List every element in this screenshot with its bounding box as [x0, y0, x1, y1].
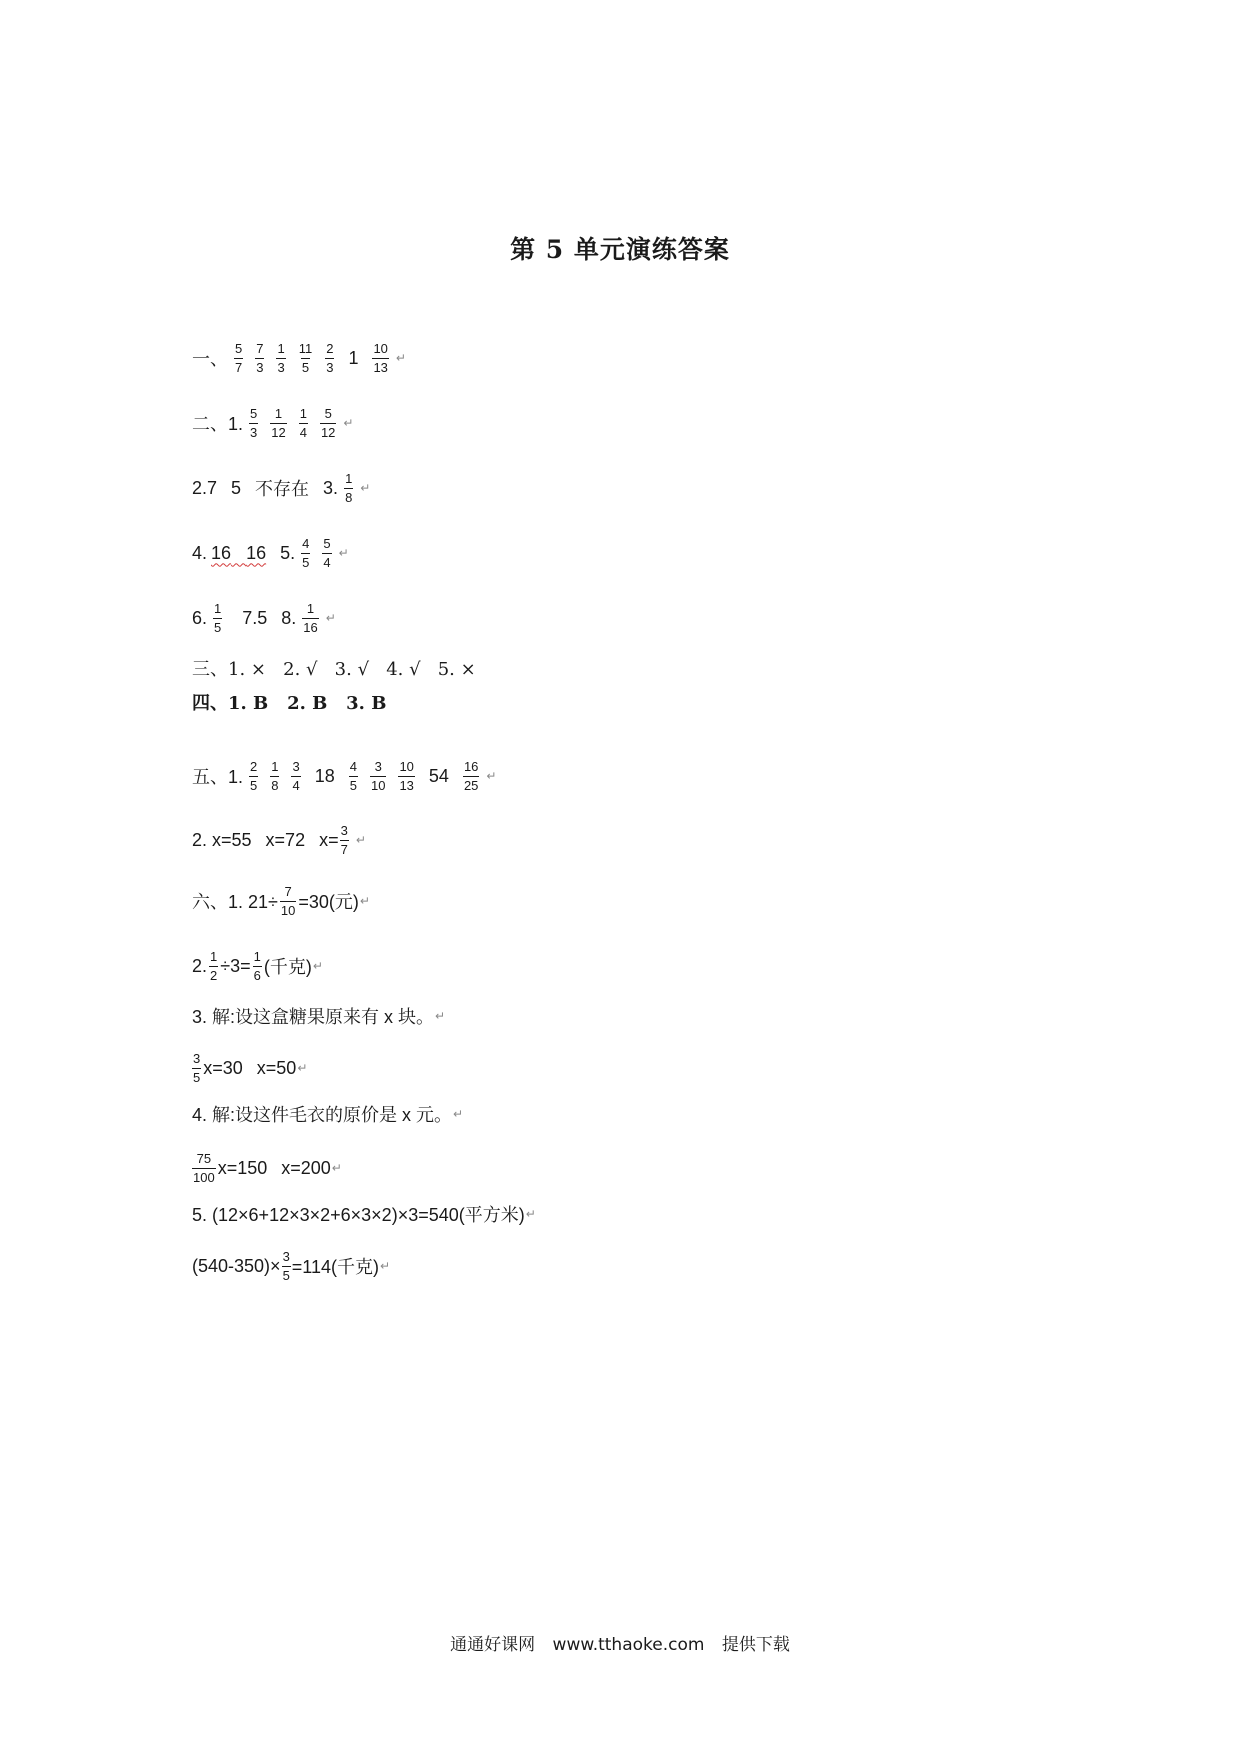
answer-text: (千克) [263, 957, 312, 977]
return-mark-icon: ↵ [325, 611, 336, 625]
answer-line-6-3-eq [192, 1040, 307, 1096]
fraction: $\frac{10}{13}$ [373, 340, 388, 375]
answer-line-2 [192, 395, 353, 451]
answer-text: 不存在 [255, 479, 310, 499]
return-mark-icon: ↵ [525, 1207, 536, 1221]
answer-text: 7.5 [242, 607, 268, 628]
page-title: 第 5 单元演练答案 [510, 235, 730, 264]
return-mark-icon: ↵ [338, 546, 349, 560]
answer-text: x=150 [217, 1157, 268, 1178]
fraction: $\frac{1}{6}$ [253, 948, 261, 983]
fraction: $\frac{5}{4}$ [323, 535, 331, 570]
section-label: 五、1. [192, 767, 244, 787]
answer-text: 4. [192, 542, 208, 563]
answer-line-6-4-eq [192, 1140, 342, 1196]
answer-line-choice [192, 682, 386, 722]
fraction: $\frac{4}{5}$ [349, 758, 357, 793]
answer-text: 六、1. 21÷ [192, 892, 278, 912]
return-mark-icon: ↵ [312, 959, 323, 973]
fraction: $\frac{3}{10}$ [370, 758, 386, 793]
section-label: 一、 [192, 349, 228, 369]
answer-text: =30(元) [298, 892, 359, 912]
answer-line-5 [192, 590, 336, 646]
fraction: $\frac{1}{8}$ [271, 758, 279, 793]
return-mark-icon: ↵ [486, 769, 497, 783]
answer-line-6-4 [192, 1094, 463, 1134]
answer-text: 三、1. × 2. √ 3. √ 4. √ 5. × [192, 659, 476, 680]
whole-number: 18 [314, 765, 335, 786]
answer-text: 3. [323, 477, 339, 498]
answer-text: x=30 [203, 1057, 243, 1078]
fraction: $\frac{1}{4}$ [299, 405, 307, 440]
answer-line-6-5-eq [192, 1238, 390, 1294]
page-footer [0, 1630, 1240, 1655]
fraction: $\frac{7}{10}$ [280, 883, 296, 918]
fraction: $\frac{16}{25}$ [463, 758, 479, 793]
answer-line-3 [192, 460, 370, 516]
answer-line-6-2 [192, 938, 323, 994]
return-mark-icon: ↵ [380, 1259, 391, 1273]
fraction: $\frac{5}{12}$ [320, 405, 336, 440]
answer-text: =114(千克) [291, 1257, 379, 1277]
fraction: $\frac{3}{7}$ [340, 822, 348, 857]
whole-number: 54 [428, 765, 449, 786]
fraction: $\frac{2}{3}$ [326, 340, 334, 375]
answer-text: x=72 [265, 829, 306, 850]
answer-text: 四、1. B 2. B 3. B [192, 693, 387, 714]
fraction: $\frac{1}{5}$ [214, 600, 222, 635]
answer-text: 4. 解:设这件毛衣的原价是 x 元。 [192, 1105, 453, 1125]
return-mark-icon: ↵ [359, 894, 370, 908]
answer-line-section5 [192, 748, 496, 804]
answer-text: 2. [192, 955, 208, 976]
return-mark-icon: ↵ [453, 1107, 464, 1121]
footer-url[interactable]: www.tthaoke.com [552, 1635, 705, 1655]
answer-text: 2.7 [192, 477, 218, 498]
return-mark-icon: ↵ [395, 351, 406, 365]
return-mark-icon: ↵ [355, 833, 366, 847]
answer-text: ÷3= [220, 955, 251, 976]
fraction: $\frac{1}{2}$ [210, 948, 218, 983]
fraction: $\frac{3}{5}$ [282, 1248, 290, 1283]
fraction: $\frac{1}{8}$ [345, 470, 353, 505]
answer-line-6-3 [192, 996, 445, 1036]
fraction: $\frac{1}{12}$ [271, 405, 286, 440]
return-mark-icon: ↵ [435, 1009, 446, 1023]
answer-line-6-5 [192, 1194, 536, 1234]
footer-site-name: 通通好课网 [450, 1635, 536, 1655]
fraction: $\frac{1}{3}$ [277, 340, 285, 375]
answer-line-1 [192, 330, 406, 386]
fraction: $\frac{75}{100}$ [193, 1150, 215, 1185]
fraction: $\frac{11}{5}$ [298, 340, 313, 375]
whole-number: 1 [348, 347, 359, 368]
answer-text: 6. [192, 607, 208, 628]
answer-text: 3. 解:设这盒糖果原来有 x 块。 [192, 1007, 435, 1027]
answer-text: (540-350)× [192, 1255, 281, 1276]
answer-text: 8. [281, 607, 297, 628]
section-label: 二、1. [192, 414, 244, 434]
return-mark-icon: ↵ [331, 1161, 342, 1175]
return-mark-icon: ↵ [297, 1061, 308, 1075]
fraction: $\frac{1}{16}$ [303, 600, 318, 635]
fraction: $\frac{3}{4}$ [292, 758, 300, 793]
fraction: $\frac{3}{5}$ [193, 1050, 201, 1085]
answer-text: x=50 [256, 1057, 297, 1078]
fraction: $\frac{10}{13}$ [399, 758, 414, 793]
answer-line-section6 [192, 873, 370, 929]
answer-text: 5. [280, 542, 296, 563]
fraction: $\frac{2}{5}$ [250, 758, 258, 793]
fraction: $\frac{7}{3}$ [256, 340, 264, 375]
answer-text: x=200 [281, 1157, 331, 1178]
spellcheck-underlined-text: 16 16 [211, 542, 267, 563]
fraction: $\frac{5}{7}$ [235, 340, 243, 375]
answer-text: 5 [231, 477, 242, 498]
fraction: $\frac{4}{5}$ [302, 535, 310, 570]
footer-note: 提供下载 [721, 1635, 790, 1655]
answer-text: 2. x=55 [192, 829, 252, 850]
answer-text: x= [319, 829, 339, 850]
return-mark-icon: ↵ [343, 416, 354, 430]
return-mark-icon: ↵ [360, 481, 371, 495]
fraction: $\frac{5}{3}$ [250, 405, 258, 440]
answer-line-equations [192, 812, 366, 868]
answer-text: 5. (12×6+12×3×2+6×3×2)×3=540(平方米) [192, 1205, 525, 1225]
answer-line-4 [192, 525, 349, 581]
